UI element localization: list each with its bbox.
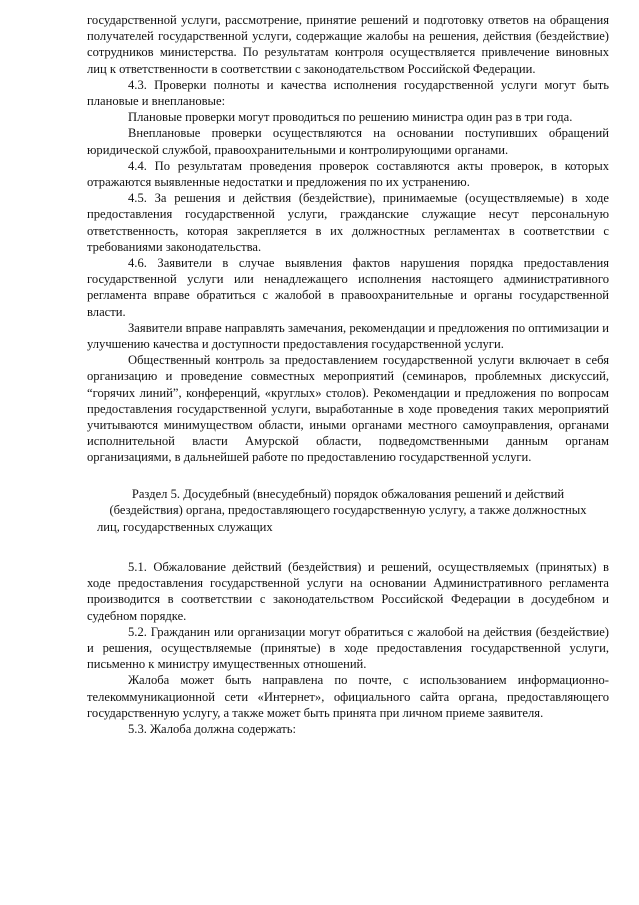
paragraph: Жалоба может быть направлена по почте, с использованием информационно-телекоммуникационной сети «Интернет», официального сайта органа, предоставляющего государственную услугу, а также может быть принята при личном приеме заявителя. xyxy=(87,673,609,720)
section-heading: Раздел 5. Досудебный (внесудебный) порядок обжалования решений и действий (бездействия) органа, предоставляющего государственную услугу, а также должностных лиц, государственных служащих xyxy=(97,486,587,534)
paragraph: Заявители вправе направлять замечания, рекомендации и предложения по оптимизации и улучшению качества и доступности предоставления государственной услуги. xyxy=(87,320,609,352)
paragraph: 5.1. Обжалование действий (бездействия) и решений, осуществляемых (принятых) в ходе предоставления государственной услуги на основании Административного регламента производится в соответствии с законодательством Российской Федерации в досудебном и судебном порядке. xyxy=(87,559,609,623)
paragraph: Плановые проверки могут проводиться по решению министра один раз в три года. xyxy=(128,110,573,125)
paragraph: 4.6. Заявители в случае выявления фактов нарушения порядка предоставления государственной услуги или ненадлежащего исполнения настоящего административного регламента вправе обратиться с жалобой в правоохранительные и органы государственной власти. xyxy=(87,256,609,319)
body-text-bottom xyxy=(87,559,609,737)
paragraph: 4.5. За решения и действия (бездействие), принимаемые (осуществляемые) в ходе предоставления государственной услуги, гражданские служащие несут персональную ответственность, которая закрепляется в их должностных регламентах в соответствии с требованиями законодательства. xyxy=(87,191,609,254)
paragraph: Внеплановые проверки осуществляются на основании поступивших обращений юридической службой, правоохранительными и контролирующими органами. xyxy=(87,126,609,157)
paragraph: Общественный контроль за предоставлением государственной услуги включает в себя организацию и проведение совместных мероприятий (семинаров, проблемных дискуссий, “горячих линий”, конференций, «круглых» столов). Рекомендации и предложения по вопросам предоставления государственной услуги, выработанные в ходе проведения таких мероприятий учитываются минимуществом области, иными органами местного самоуправления, органами исполнительной власти Амурской области, подведомственными данным органам организациями, в дальнейшей работе по предоставлению государственной услуги. xyxy=(87,353,609,465)
paragraph: 5.2. Гражданин или организации могут обратиться с жалобой на действия (бездействие) и решения, осуществляемые (принятые) в ходе предоставления государственной услуги, письменно к министру имущественных отношений. xyxy=(87,624,609,672)
paragraph: 4.4. По результатам проведения проверок составляются акты проверок, в которых отражаются выявленные недостатки и предложения по их устранению. xyxy=(87,158,609,190)
paragraph: государственной услуги, рассмотрение, принятие решений и подготовку ответов на обращения получателей государственной услуги, содержащие жалобы на решения, действия (бездействие) сотрудников министерства. По результатам контроля осуществляется привлечение виновных лиц к ответственности в соответствии с законодательством Российской Федерации. xyxy=(87,13,609,76)
body-text-top xyxy=(87,12,609,466)
paragraph: 4.3. Проверки полноты и качества исполнения государственной услуги могут быть плановые и внеплановые: xyxy=(87,77,609,109)
paragraph: 5.3. Жалоба должна содержать: xyxy=(128,721,296,736)
